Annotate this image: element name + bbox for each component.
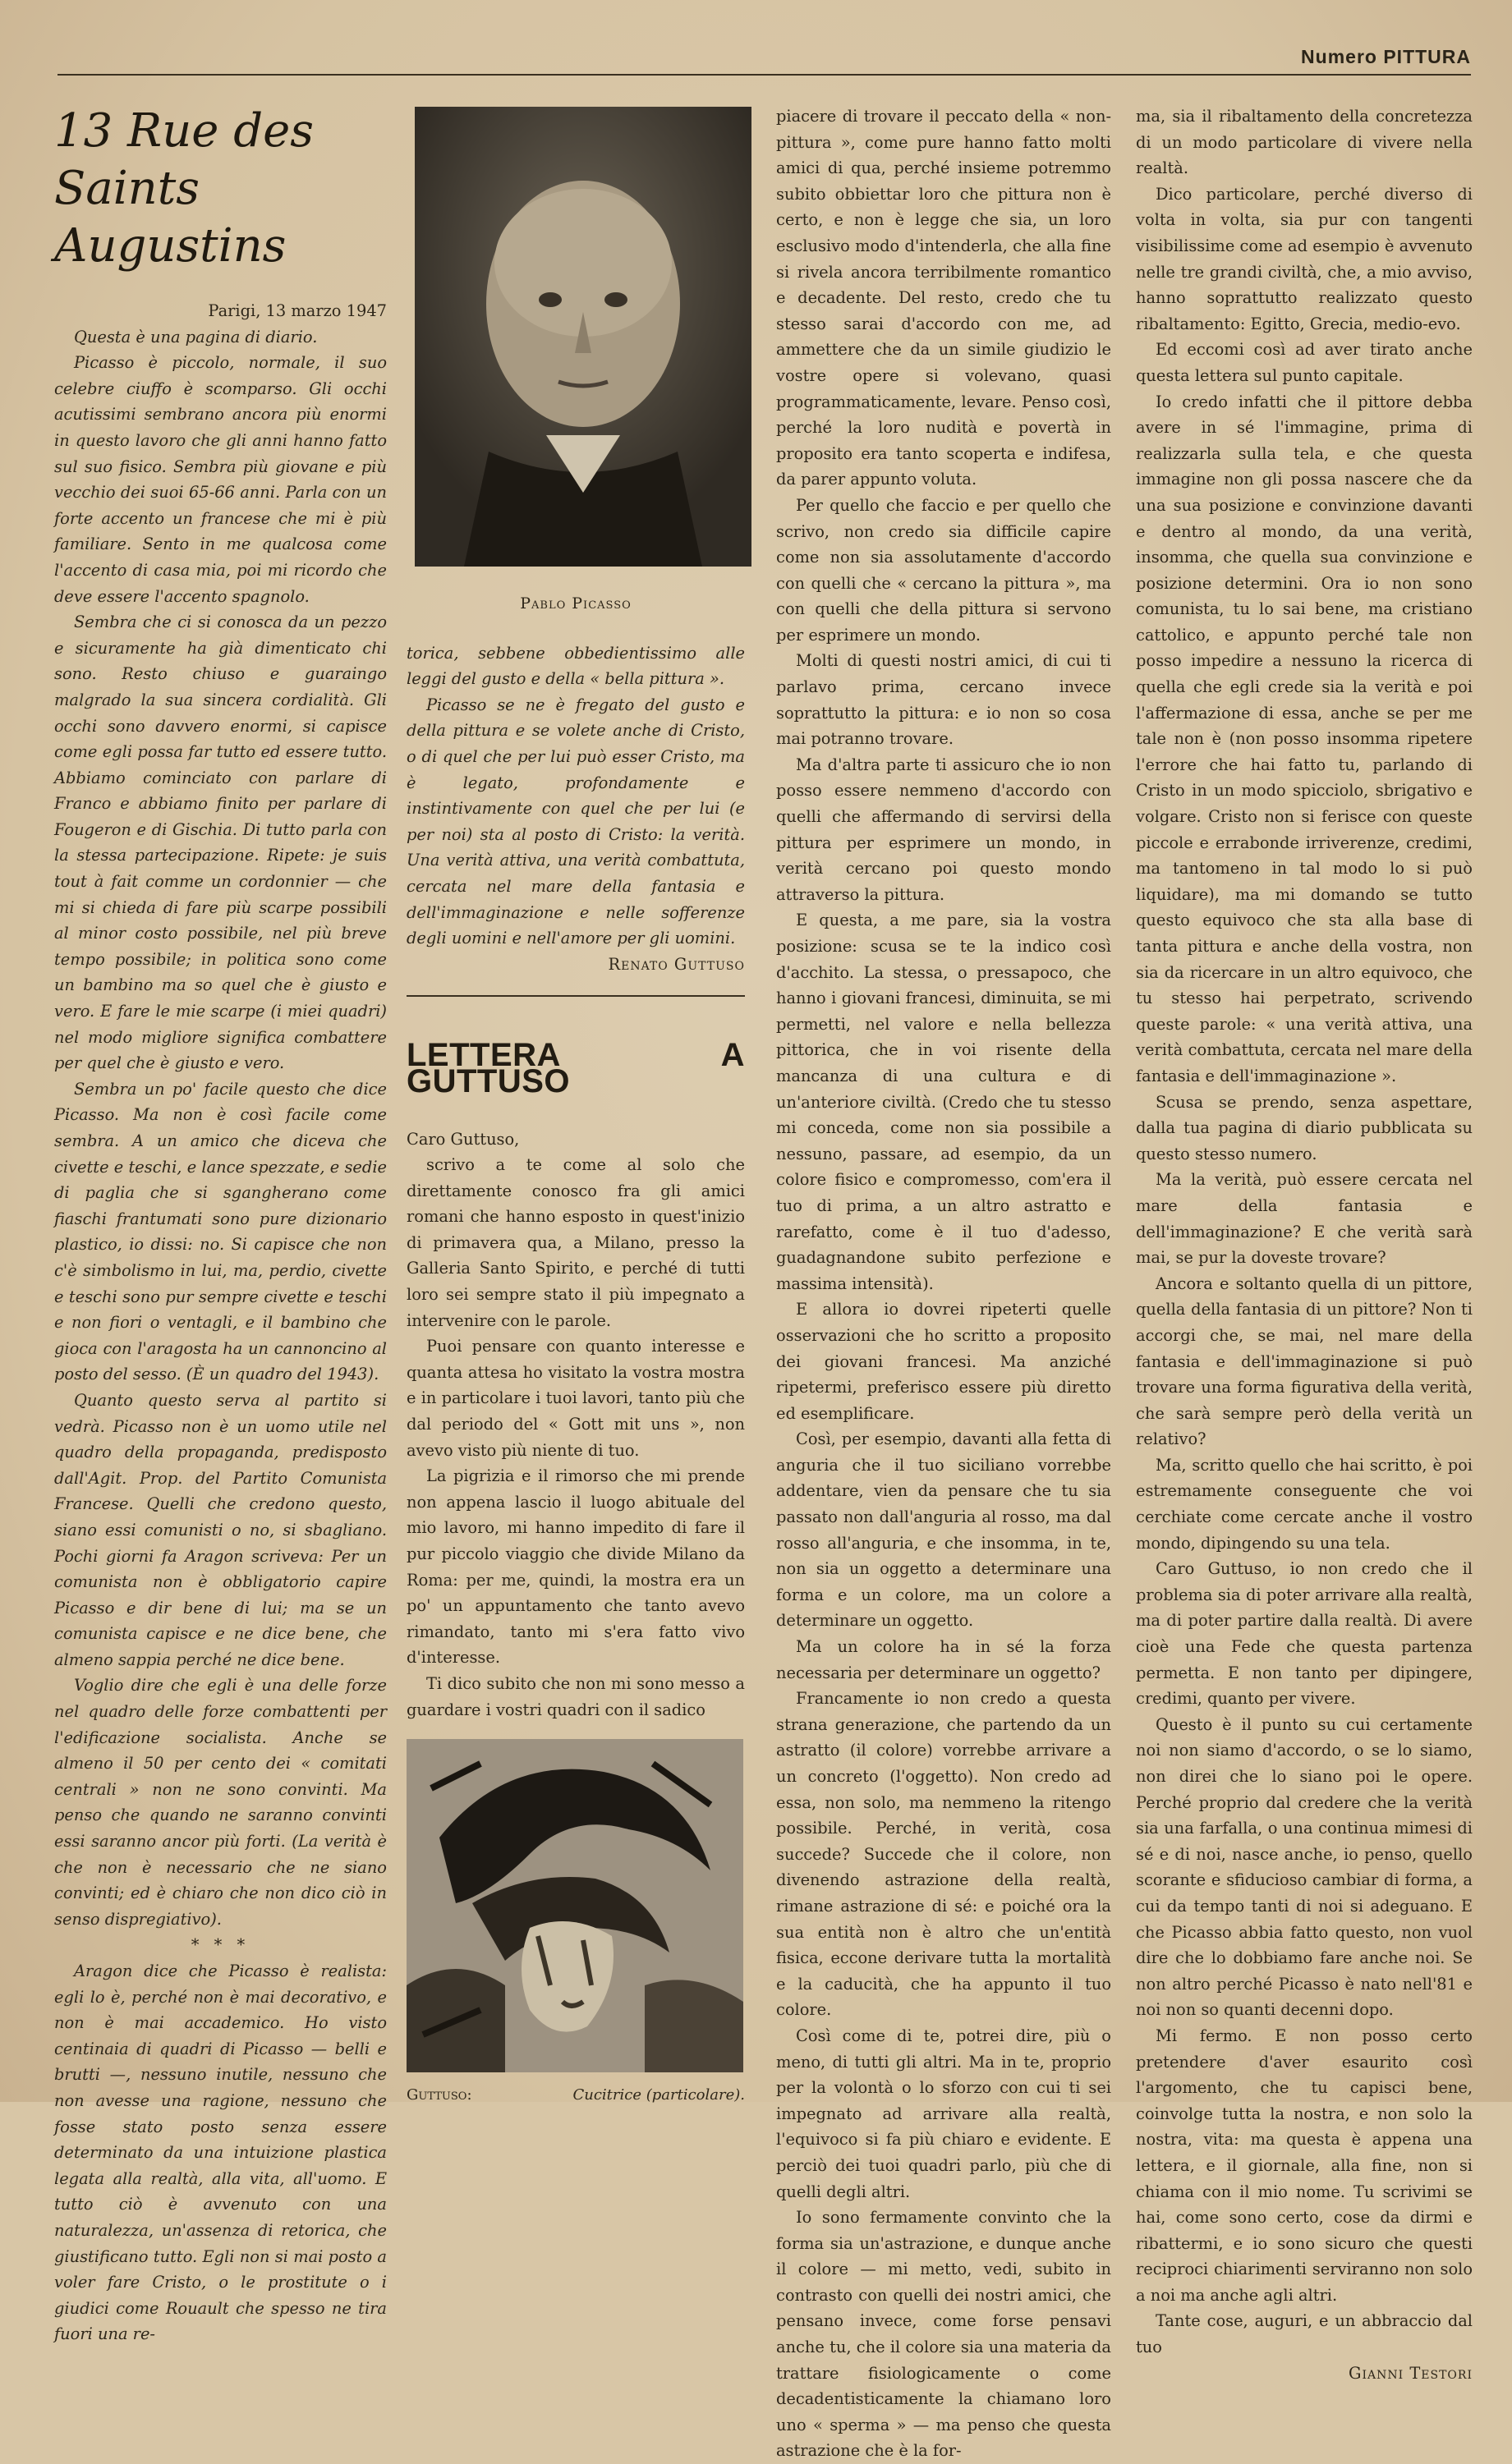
paragraph: Per quello che faccio e per quello che scrivo, non credo sia difficile capire come non sia assolutamente d'accordo con quelli che « cercano la pittura », ma con quelli che della pittura si servono per esprimere un mondo. [776,495,1111,645]
paragraph: Ti dico subito che non mi sono messo a guardare i vostri quadri con il sadico [407,1673,745,1719]
paragraph: piacere di trovare il peccato della « non-pittura », come pure hanno fatto molti amici di qua, perché insieme potremmo subito obbiettar loro che pittura non è certo, e non è legge che sia, un loro esclusivo modo d'intenderla, che alla fine si rivela ancora terribilmente romantico e decadente. Del resto, credo che tu stesso sarai d'accordo con me, ad ammettere che da un simile giudizio le vostre opere si volevano, quasi programmaticamente, levare. Penso così, perché la loro nudità e povertà in proposito era tanto scoperta e indifesa, da parer appunto voluta. [776,107,1111,489]
letter-column-4 [1136,103,1473,2386]
paragraph: Ma, scritto quello che hai scritto, è poi estremamente conseguente che voi cerchiate come cercate anche il vostro mondo, dipingendo su una tela. [1136,1455,1473,1553]
paragraph: Sembra che ci si conosca da un pezzo e sicuramente ha già dimenticato chi sono. Resto chiuso e guaraingo malgrado la sua sincera cordialità. Gli occhi sono davvero enormi, si capisce come egli possa far tutto ed essere tutto. Abbiamo cominciato con parlare di Franco e abbiamo finito per parlare di Fougeron e di Gischia. Di tutto parla con la stessa partecipazione. Ripete: je suis tout à fait comme un cordonnier — che mi si chieda di fare più scarpe possibili al minor costo possibile, nel più breve tempo possibile; in politica sono come un bambino ma so quel che è giusto e vero. E fare le mie scarpe (i miei quadri) nel modo migliore significa combattere per quel che è giusto e vero. [54,613,387,1073]
paragraph: E allora io dovrei ripeterti quelle osservazioni che ho scritto a proposito dei giovani francesi. Ma anziché ripetermi, preferisco essere più diretto ed esemplificare. [776,1300,1111,1423]
paragraph: Questa è una pagina di diario. [74,327,318,346]
paragraph: E questa, a me pare, sia la vostra posizione: scusa se te la indico così d'acchito. La stessa, o pressapoco, che hanno i giovani francesi, diminuita, se mi permetti, nel valore e nella bellezza pittorica, che in voi risente della mancanza di una cultura e di un'anteriore civiltà. (Credo che tu stesso mi conceda, come non sia possibile a nessuno, passare, ad esempio, da un colore fisico e compromesso, com'era il tuo di prima, a un altro astratto e rarefatto, come è il tuo d'adesso, guadagnandone subito perfezione e massima intensità). [776,911,1111,1293]
paragraph: ma, sia il ribaltamento della concretezza di un modo particolare di vivere nella realtà. [1136,107,1473,178]
article-separator [407,995,745,997]
paragraph: Puoi pensare con quanto interesse e quanta attesa ho visitato la vostra mostra e in particolare i tuoi lavori, tanto più che dal periodo del « Gott mit uns », non avevo visto più niente di tuo. [407,1337,745,1460]
caption-author: Guttuso: [407,2086,472,2104]
portrait-image [415,107,751,567]
paragraph: Sembra un po' facile questo che dice Picasso. Ma non è così facile come sembra. A un amico che diceva che civette e teschi, e lance spezzate, e sedie di paglia che si sgangherano come fiaschi frantumati sono pure dizionario plastico, io dissi: no. Si capisce che non c'è simbolismo in lui, ma, perdio, civette e teschi sono pur sempre civette e teschi e non fiori o ventagli, e il bambino che gioca con l'aragosta ha un cannoncino al posto del sesso. (È un quadro del 1943). [54,1079,387,1384]
paragraph: Così come di te, potrei dire, più o meno, di tutti gli altri. Ma in te, proprio per la volontà o lo sforzo con cui ti sei impegnato ad arrivare alla realtà, l'equivoco si fa più chiaro e evidente. E perciò dei tuoi quadri parlo, più che di quelli degli altri. [776,2026,1111,2201]
header-rule [57,74,1471,76]
photo-and-letter-column [407,99,745,2108]
paragraph: Francamente io non credo a questa strana generazione, che partendo da un astratto (il colore) vorrebbe arrivare a un concreto (l'oggetto). Non credo ad essa, non solo, ma nemmeno la ritengo possibile. Perché, in verità, cosa succede? Succede che il colore, non divenendo astrazione della realtà, rimane astrazione di sé: e poiché ora la sua entità non è altro che un'entità fisica, eccone derivare tutta la mortalità e la caducità, che ha appunto il tuo colore. [776,1689,1111,2020]
paragraph: Dico particolare, perché diverso di volta in volta, sia pur con tangenti visibilissime come ad esempio è avvenuto nelle tre grandi civiltà, che, a mio avviso, hanno soprattutto realizzato questo ribaltamento: Egitto, Grecia, medio-evo. [1136,184,1473,333]
article-title [54,103,387,275]
paragraph: Ma d'altra parte ti assicuro che io non posso essere nemmeno d'accordo con quelli che affermando di servirsi della pittura per esprimere un mondo, in verità cercano poi questo mondo attraverso la pittura. [776,755,1111,904]
title-line-1: 13 Rue des [54,104,314,158]
painting-image [407,1739,743,2072]
dateline: Parigi, 13 marzo 1947 [208,301,387,320]
paragraph: Scusa se prendo, senza aspettare, dalla tua pagina di diario pubblicata su questo stesso numero. [1136,1092,1473,1163]
paragraph: Mi fermo. E non posso certo pretendere d'aver esaurito così l'argomento, che tu capisci bene, coinvolge tutta la nostra, e non solo la nostra, vita: ma questa è appena una lettera, e il giornale, alla fine, non si chiama con il mio nome. Tu scrivimi se hai, come sono certo, cose da dirmi e ribattermi, e io sono sicuro che questi reciproci chiarimenti serviranno non solo a noi ma anche agli altri. [1136,2026,1473,2305]
title-line-2: Saints Augustins [54,162,287,273]
section-separator: * * * [191,1935,250,1955]
paragraph: Ma la verità, può essere cercata nel mare della fantasia e dell'immaginazione? E che verità sarà mai, se pur la doveste trovare? [1136,1170,1473,1268]
paragraph: Picasso se ne è fregato del gusto e della pittura e se volete anche di Cristo, o di quel che per lui può esser Cristo, ma è legato, profondamente e instintivamente con quel che per lui (e per noi) sta al posto di Cristo: la verità. Una verità attiva, una verità combattuta, cercata nel mare della fantasia e dell'immaginazione e nelle sofferenze degli uomini e nell'amore per gli uomini. [407,695,745,948]
paragraph: scrivo a te come al solo che direttamente conosco fra gli amici romani che hanno esposto in quest'inizio di primavera qua, a Milano, presso la Galleria Santo Spirito, e perché di tutti loro sei sempre stato il più impegnato a intervenire con le parole. [407,1155,745,1330]
paragraph: Io sono fermamente convinto che la forma sia un'astrazione, e dunque anche il colore — mi metto, vedi, subito in contrasto con quelli dei nostri amici, che pensano invece, come forse pensavi anche tu, che il colore sia una materia da trattare fisiologicamente o come decadentisticamente la chiamano loro uno « sperma » — ma penso che questa astrazione che è la for- [776,2208,1111,2461]
paragraph: Caro Guttuso, io non credo che il problema sia di poter arrivare alla realtà, ma di poter partire dalla realtà. Di avere cioè una Fede che questa partenza permetta. E non tanto per dipingere, credimi, quanto per vivere. [1136,1559,1473,1709]
picasso-portrait-photo [415,107,751,567]
page-header: Numero PITTURA [1301,46,1471,67]
article-diary-column [54,103,387,2347]
paragraph: Tante cose, auguri, e un abbraccio dal tuo [1136,2311,1473,2357]
guttuso-painting-photo [407,1739,743,2072]
paragraph: Ed eccomi così ad aver tirato anche questa lettera sul punto capitale. [1136,340,1473,385]
paragraph: Io credo infatti che il pittore debba avere in sé l'immagine, prima di realizzarla sulla tela, e che questa immagine non gli possa nascere che da una sua posizione e convinzione davanti e dentro al mondo, da una verità, insomma, che quella sua convinzione e posizione determini. Ora io non sono comunista, tu lo sai bene, ma cristiano cattolico, e appunto perché tale non posso impedire a nessuno la ricerca di quella che egli crede sia la verità e poi l'affermazione di essa, anche se per me tale non è (non posso insomma ripetere l'errore che hai fatto tu, parlando di Cristo in un modo spicciolo, sbrigativo e volgare. Cristo non si ferisce con queste piccole e errabonde irriverenze, credimi, ma tantomeno in tal modo lo si può liquidare), ma mi domando se tutto questo equivoco che sta alla base di tanta pittura e anche della vostra, non sia da ricercare in un altro equivoco, che tu stesso hai perpetrato, scrivendo queste parole: « una verità attiva, una verità combattuta, cercata nel mare della fantasia e dell'immaginazione ». [1136,392,1473,1085]
photo-caption: Pablo Picasso [520,594,632,613]
letter-column-3 [776,103,1111,2464]
letter-title: LETTERA A GUTTUSO [407,1037,745,1099]
painting-caption [407,2082,745,2108]
paragraph: Così, per esempio, davanti alla fetta di anguria che il tuo siciliano vorrebbe addentare, vien da pensare che tu sia passato non dall'anguria al rosso, ma dal rosso all'anguria, e che insomma, in te, non sia un oggetto a determinare una forma e un colore, ma un colore a determinare un oggetto. [776,1429,1111,1631]
paragraph: Aragon dice che Picasso è realista: egli lo è, perché non è mai decorativo, e non è mai accademico. Ho visto centinaia di quadri di Picasso — belli e brutti —, nessuno inutile, nessuno che non avesse una ragione, nessuno che fosse stato posto senza essere determinato da una intuizione plastica legata alla realtà, alla vita, all'uomo. E tutto ciò è avvenuto con una naturalezza, un'assenza di retorica, che giustificano tutto. Egli non si mai posto a voler fare Cristo, o le prostitute o i giudici come Rouault che spesso ne tira fuori una re- [54,1962,387,2344]
paragraph: La pigrizia e il rimorso che mi prende non appena lascio il luogo abituale del mio lavoro, mi hanno impedito di fare il pur piccolo viaggio che divide Milano da Roma: per me, quindi, la mostra era un po' un appuntamento che tanto avevo rimandato, tanto mi s'era fatto vivo d'interesse. [407,1466,745,1668]
author-signature: Gianni Testori [1349,2363,1473,2383]
paragraph: Molti di questi nostri amici, di cui ti parlavo prima, cercano invece soprattutto la pittura: e io non so cosa mai potranno trovare. [776,651,1111,749]
paragraph: Voglio dire che egli è una delle forze nel quadro delle forze combattenti per l'edificazione socialista. Anche se almeno il 50 per cento dei « comitati centrali » non ne sono convinti. Ma penso che quando ne saranno convinti essi saranno ancor più forti. (La verità è che non è necessario che ne siano convinti; ed è chiaro che non dico ciò in senso dispregiativo). [54,1676,387,1929]
paragraph: torica, sebbene obbedientissimo alle leggi del gusto e della « bella pittura ». [407,643,745,689]
caption-title: Cucitrice (particolare). [572,2086,745,2104]
salutation: Caro Guttuso, [407,1129,520,1149]
paragraph: Picasso è piccolo, normale, il suo celebre ciuffo è scomparso. Gli occhi acutissimi sembrano ancora più enormi in questo lavoro che gli anni hanno fatto sul suo fisico. Sembra più giovane e più vecchio dei suoi 65-66 anni. Parla con un forte accento un francese che mi è più familiare. Sento in me qualcosa come l'accento di casa mia, poi mi ricordo che deve essere l'accento spagnolo. [54,353,387,606]
paragraph: Questo è il punto su cui certamente noi non siamo d'accordo, o se lo siamo, non direi che lo siano poi le opere. Perché proprio dal credere che la verità sia una farfalla, o una continua mimesi di sé e di noi, nasce anche, io penso, quello scorante e sfiducioso cambiar di forma, a cui da tempo tanti di noi si adeguano. E che Picasso abbia fatto questo, non vuol dire che lo dobbiamo fare anche noi. Se non altro perché Picasso è nato nell'81 e noi non so quanti decenni dopo. [1136,1714,1473,2020]
paragraph: Ancora e soltanto quella di un pittore, quella della fantasia di un pittore? Non ti accorgi che, se mai, nel mare della fantasia e dell'immaginazione si può trovare una forma figurativa della verità, che sarà sempre però della verità un relativo? [1136,1273,1473,1449]
author-signature: Renato Guttuso [608,954,745,974]
paragraph: Ma un colore ha in sé la forza necessaria per determinare un oggetto? [776,1637,1111,1682]
paragraph: Quanto questo serva al partito si vedrà. Picasso non è un uomo utile nel quadro della propaganda, predisposto dall'Agit. Prop. del Partito Comunista Francese. Quelli che credono questo, siano essi comunisti o no, si sbagliano. Pochi giorni fa Aragon scriveva: Per un comunista non è obbligatorio capire Picasso e dir bene di lui; ma se un comunista capisce e ne dice bene, che almeno sappia perché ne dice bene. [54,1390,387,1669]
